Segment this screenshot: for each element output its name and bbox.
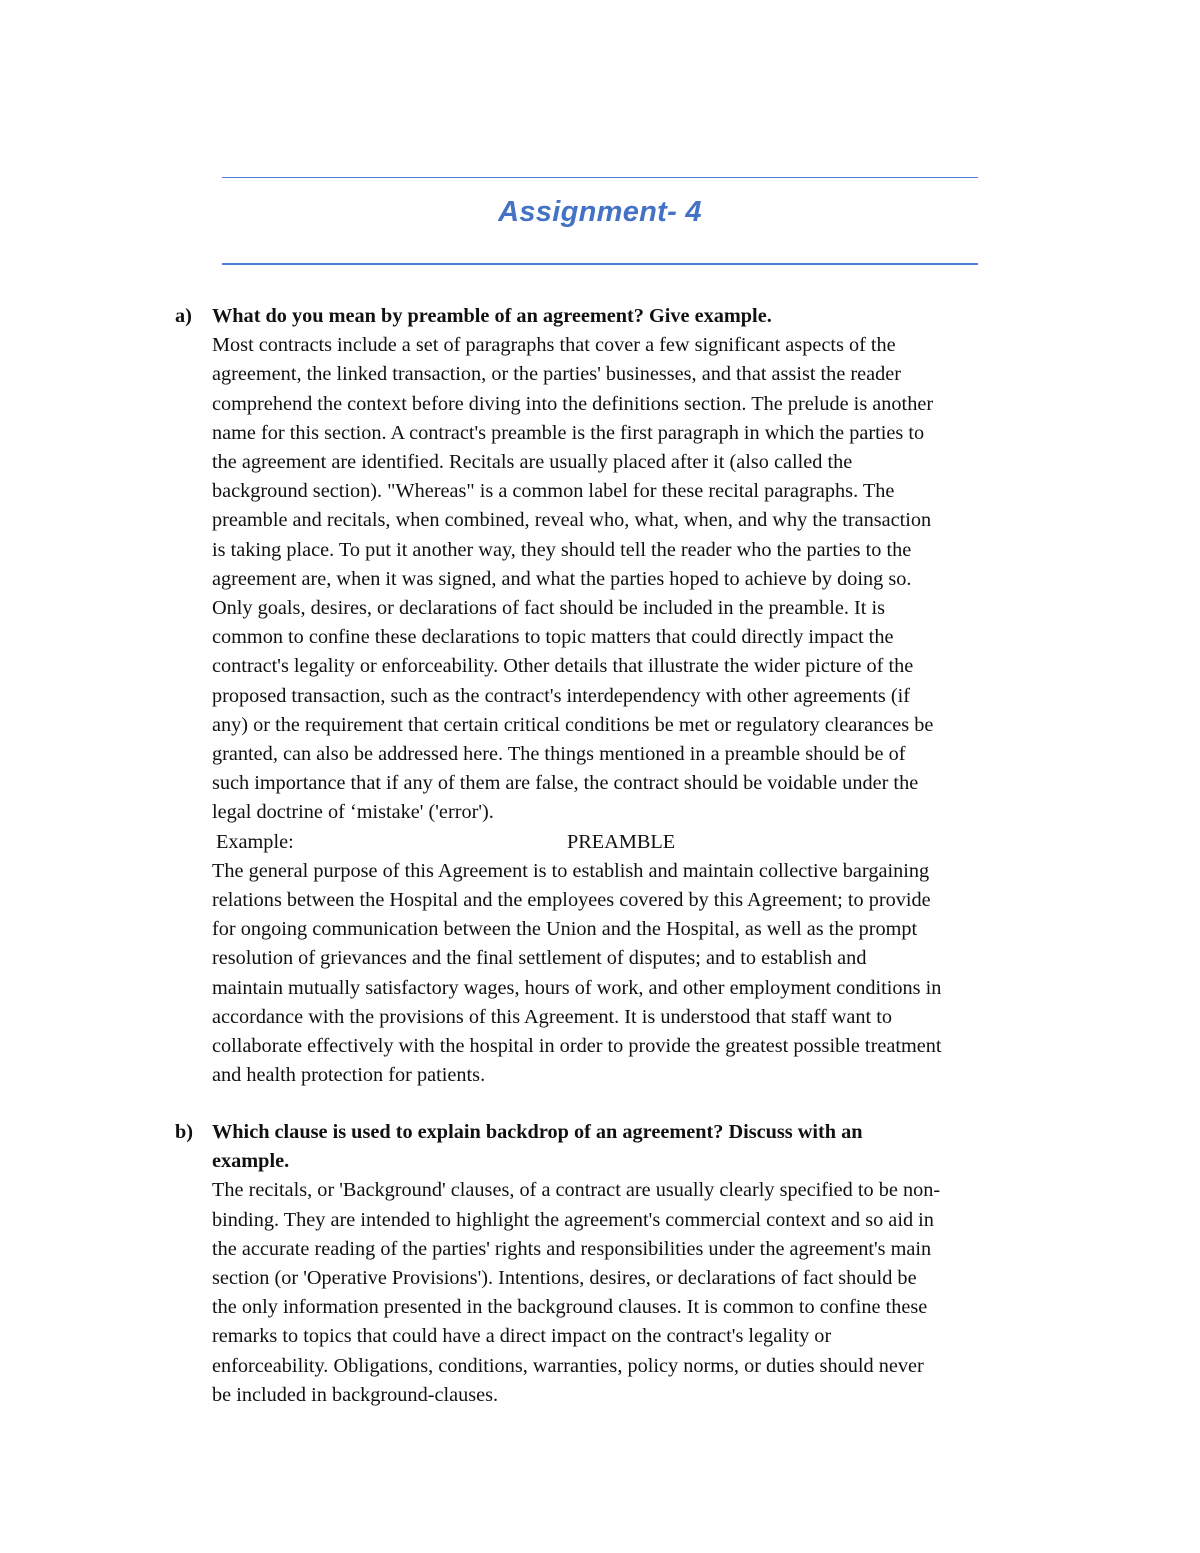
question-b (175, 1118, 1075, 1176)
answer-b-line: section (or 'Operative Provisions'). Intentions, desires, or declarations of fact should be (212, 1267, 917, 1290)
question-b-line: example. (212, 1150, 290, 1173)
section-a (175, 302, 1075, 1090)
section-b (175, 1118, 1075, 1410)
answer-a-line: Most contracts include a set of paragraphs that cover a few significant aspects of the (212, 334, 896, 357)
example-line: and health protection for patients. (212, 1064, 486, 1087)
answer-a-line: contract's legality or enforceability. Other details that illustrate the wider picture of the (212, 655, 914, 678)
answer-a-line: such importance that if any of them are false, the contract should be voidable under the (212, 772, 919, 795)
example-line: accordance with the provisions of this Agreement. It is understood that staff want to (212, 1005, 893, 1028)
answer-b-line: be included in background-clauses. (212, 1383, 499, 1406)
answer-a-line: granted, can also be addressed here. The things mentioned in a preamble should be of (212, 743, 906, 766)
page-title: Assignment- 4 (498, 196, 702, 228)
answer-b-line: enforceability. Obligations, conditions, warranties, policy norms, or duties should never (212, 1354, 924, 1377)
example-line: relations between the Hospital and the employees covered by this Agreement; to provide (212, 889, 931, 912)
question-b-text (212, 1118, 1075, 1176)
answer-a-line: Only goals, desires, or declarations of fact should be included in the preamble. It is (212, 597, 886, 620)
answer-a-line: common to confine these declarations to topic matters that could directly impact the (212, 626, 894, 649)
answer-a-line: agreement, the linked transaction, or the parties' businesses, and that assist the reader (212, 363, 902, 386)
example-line: The general purpose of this Agreement is to establish and maintain collective bargaining (212, 859, 930, 882)
example-header (212, 828, 1075, 857)
answer-a-line: comprehend the context before diving into the definitions section. The prelude is another (212, 392, 934, 415)
example-line: resolution of grievances and the final settlement of disputes; and to establish and (212, 947, 867, 970)
question-a-text: What do you mean by preamble of an agreement? Give example. (212, 305, 772, 327)
answer-a-line: name for this section. A contract's preamble is the first paragraph in which the parties to (212, 421, 925, 444)
answer-a (212, 331, 1075, 827)
question-a (175, 302, 1075, 331)
answer-a-line: legal doctrine of ‘mistake' ('error'). (212, 801, 494, 824)
answer-b-line: binding. They are intended to highlight the agreement's commercial context and so aid in (212, 1208, 934, 1231)
title-bottom-rule (222, 263, 978, 265)
answer-b-line: remarks to topics that could have a direct impact on the contract's legality or (212, 1325, 832, 1348)
answer-a-line: the agreement are identified. Recitals are usually placed after it (also called the (212, 451, 853, 474)
answer-b-line: The recitals, or 'Background' clauses, of a contract are usually clearly specified to be non- (212, 1179, 941, 1202)
answer-a-line: background section). "Whereas" is a common label for these recital paragraphs. The (212, 480, 895, 503)
answer-b (212, 1176, 1075, 1410)
title-top-rule (222, 177, 978, 178)
example-line: collaborate effectively with the hospital in order to provide the greatest possible treatment (212, 1035, 942, 1058)
answer-a-line: any) or the requirement that certain critical conditions be met or regulatory clearances be (212, 713, 934, 736)
question-b-line: Which clause is used to explain backdrop of an agreement? Discuss with an (212, 1121, 863, 1143)
answer-a-line: agreement are, when it was signed, and what the parties hoped to achieve by doing so. (212, 567, 912, 590)
example-line: for ongoing communication between the Union and the Hospital, as well as the prompt (212, 918, 918, 941)
example-text (212, 857, 1075, 1091)
question-b-label: b) (175, 1121, 194, 1143)
answer-b-line: the only information presented in the background clauses. It is common to confine these (212, 1296, 928, 1319)
example-line: maintain mutually satisfactory wages, hours of work, and other employment conditions in (212, 976, 942, 999)
answer-a-line: proposed transaction, such as the contract's interdependency with other agreements (if (212, 684, 911, 707)
question-a-label: a) (175, 305, 192, 327)
answer-b-line: the accurate reading of the parties' rights and responsibilities under the agreement's main (212, 1237, 932, 1260)
answer-a-line: preamble and recitals, when combined, reveal who, what, when, and why the transaction (212, 509, 932, 532)
example-heading: PREAMBLE (567, 830, 676, 853)
example-label: Example: (216, 830, 294, 853)
answer-a-line: is taking place. To put it another way, they should tell the reader who the parties to the (212, 538, 912, 561)
